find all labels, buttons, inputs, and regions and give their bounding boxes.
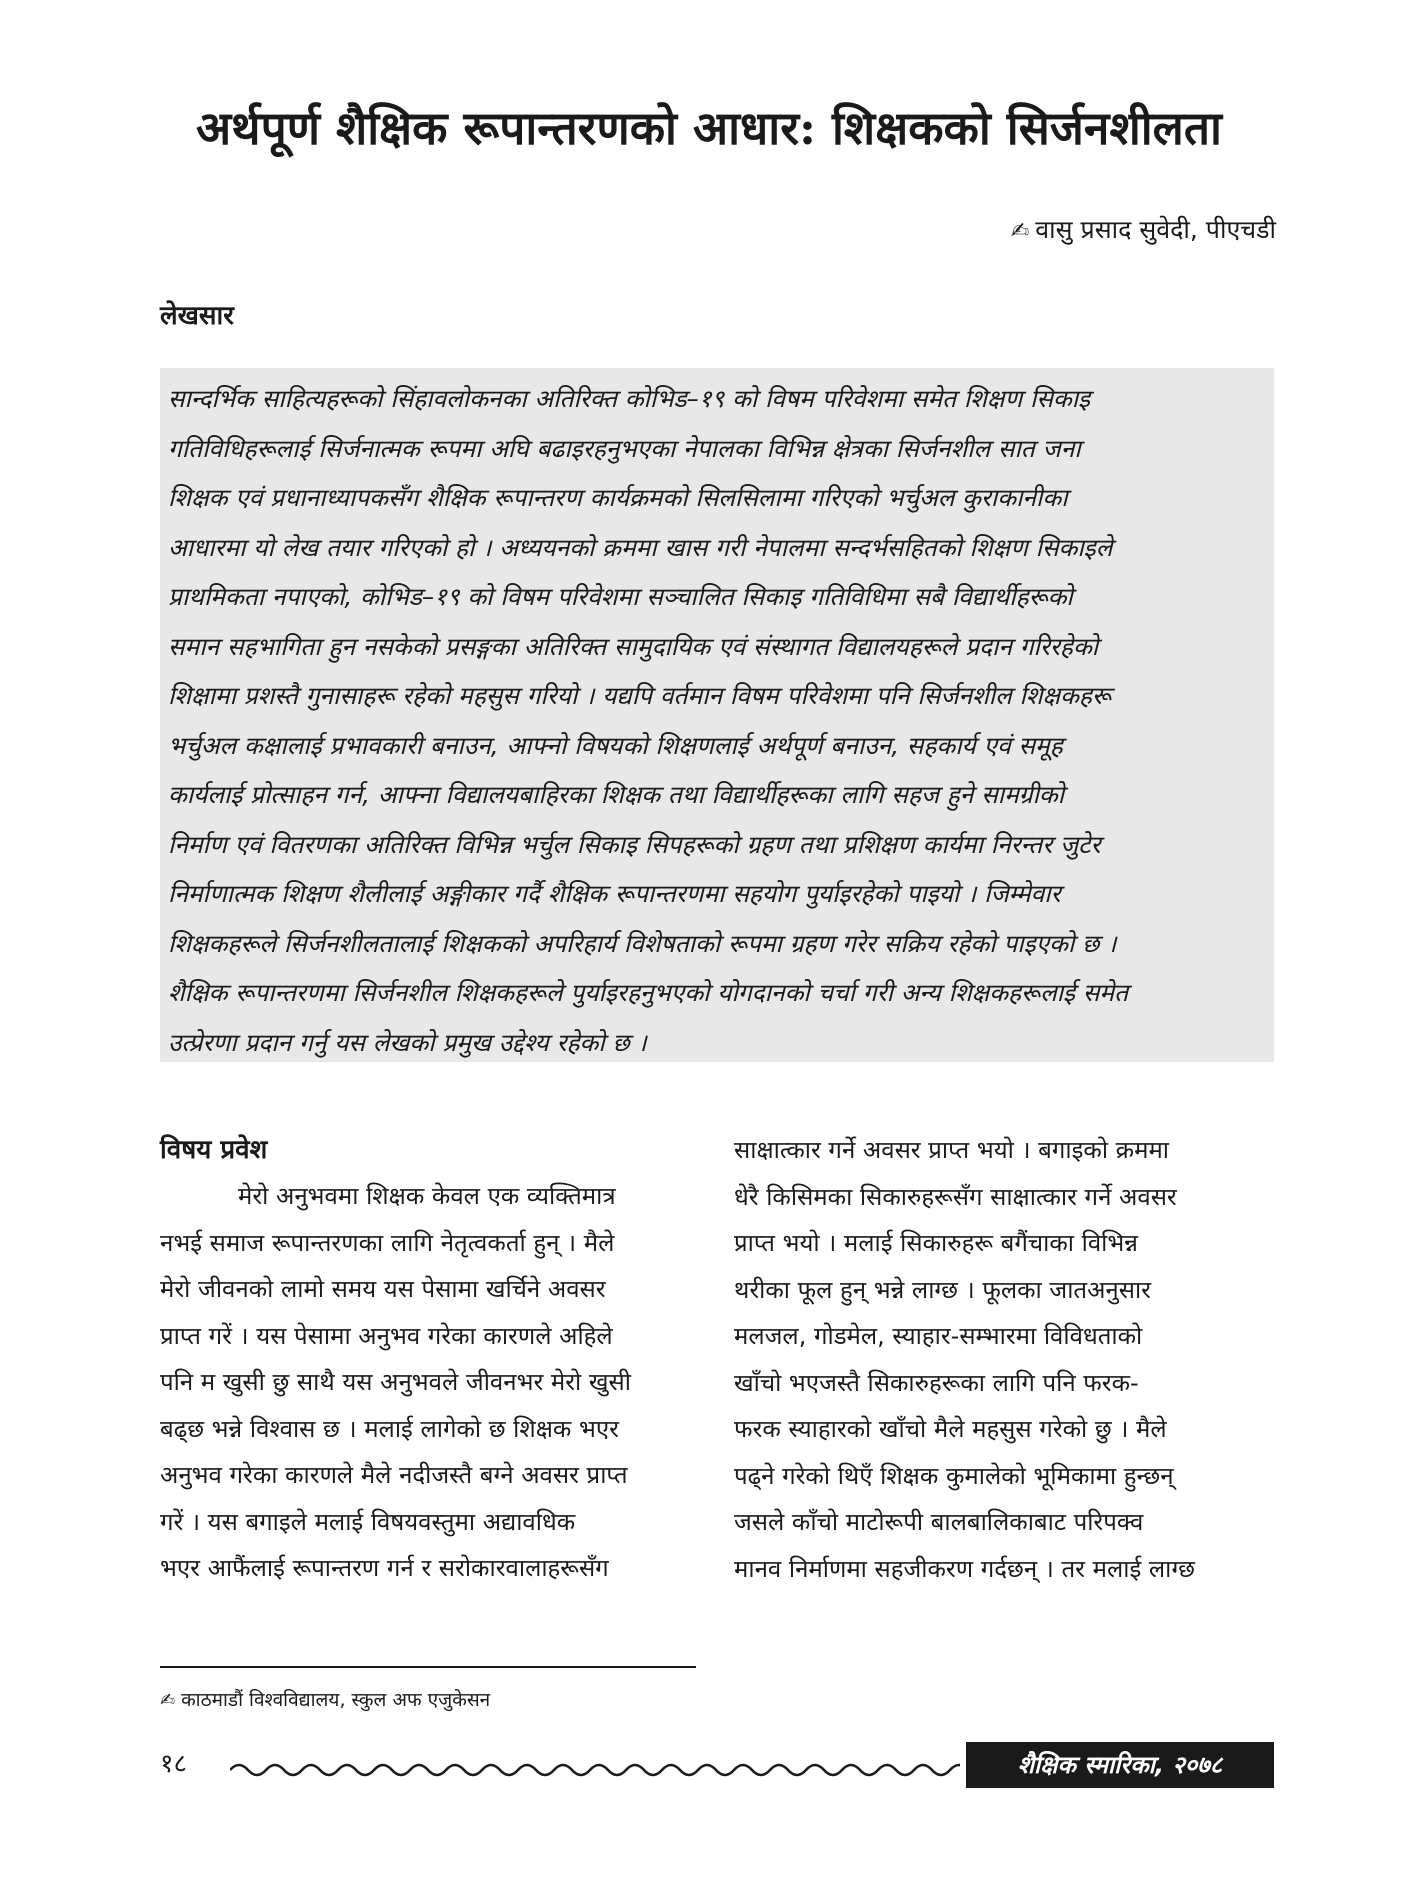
page-number: १८ (160, 1749, 188, 1779)
abstract-heading: लेखसार (160, 301, 234, 331)
body-line: बढ्छ भन्ने विश्वास छ । मलाई लागेको छ शिक्षक भएर (160, 1414, 619, 1443)
body-line: फरक स्याहारको खाँचो मैले महसुस गरेको छु । मैले (734, 1415, 1167, 1443)
abstract-line: शिक्षकहरूले सिर्जनशीलतालाई शिक्षकको अपरिहार्य विशेषताको रूपमा ग्रहण गरेर सक्रिय रहेको पाइएको छ । (168, 928, 1117, 958)
body-line: प्राप्त भयो । मलाई सिकारुहरू बगैंचाका विभिन्न (734, 1229, 1138, 1257)
body-line: खाँचो भएजस्तै सिकारुहरूका लागि पनि फरक- (734, 1368, 1139, 1397)
body-line: जसले काँचो माटोरूपी बालबालिकाबाट परिपक्व (734, 1508, 1144, 1536)
body-line: मेरो अनुभवमा शिक्षक केवल एक व्यक्तिमात्र (238, 1182, 616, 1210)
body-line: नभई समाज रूपान्तरणका लागि नेतृत्वकर्ता हुन् । मैले (160, 1228, 615, 1257)
body-line: पढ्ने गरेको थिएँ शिक्षक कुमालेको भूमिकामा हुन्छन् (734, 1461, 1174, 1490)
body-line: मेरो जीवनको लामो समय यस पेसामा खर्चिने अवसर (160, 1275, 606, 1303)
journal-name-badge: शैक्षिक स्मारिका, २०७८ (966, 1742, 1274, 1788)
pen-nib-icon: ✍ (160, 1690, 176, 1711)
body-line: मलजल, गोडमेल, स्याहार-सम्भारमा विविधताको (734, 1322, 1143, 1350)
abstract-line: आधारमा यो लेख तयार गरिएको हो । अध्ययनको क्रममा खास गरी नेपालमा सन्दर्भसहितको शिक्षण सिकाइले (168, 532, 1113, 562)
body-line: धेरै किसिमका सिकारुहरूसँग साक्षात्कार गर्ने अवसर (734, 1182, 1177, 1211)
article-title: अर्थपूर्ण शैक्षिक रूपान्तरणको आधार: शिक्षकको सिर्जनशीलता (196, 101, 1222, 155)
body-line: मानव निर्माणमा सहजीकरण गर्दछन् । तर मलाई लाग्छ (734, 1554, 1195, 1583)
footnote (160, 1686, 490, 1712)
abstract-line: कार्यलाई प्रोत्साहन गर्न, आफ्ना विद्यालयबाहिरका शिक्षक तथा विद्यार्थीहरूका लागि सहज हुने सामग्रीको (168, 780, 1065, 809)
abstract-line: गतिविधिहरूलाई सिर्जनात्मक रूपमा अघि बढाइरहनुभएका नेपालका विभिन्न क्षेत्रका सिर्जनशील सात जना (168, 433, 1081, 463)
abstract-line: शिक्षामा प्रशस्तै गुनासाहरू रहेको महसुस गरियो । यद्यपि वर्तमान विषम परिवेशमा पनि सिर्जनशील शिक्षकहरू (168, 681, 1111, 710)
abstract-line: निर्माणात्मक शिक्षण शैलीलाई अङ्गीकार गर्दै शैक्षिक रूपान्तरणमा सहयोग पुर्याइरहेको पाइयो । जिम्मेवार (168, 879, 1061, 908)
pen-nib-icon: ✍ (1010, 219, 1030, 244)
footnote-text: काठमाडौं विश्वविद्यालय, स्कुल अफ एजुकेसन (181, 1689, 491, 1711)
body-column-left (160, 1127, 702, 1592)
wave-ornament (230, 1758, 960, 1782)
body-line: पनि म खुसी छु साथै यस अनुभवले जीवनभर मेरो खुसी (160, 1368, 631, 1396)
body-line: अनुभव गरेका कारणले मैले नदीजस्तै बग्ने अवसर प्राप्त (160, 1461, 628, 1489)
abstract-line: सान्दर्भिक साहित्यहरूको सिंहावलोकनका अतिरिक्त कोभिड–१९ को विषम परिवेशमा समेत शिक्षण सिकाइ (168, 384, 1091, 413)
footnote-divider (160, 1666, 696, 1668)
abstract-line: भर्चुअल कक्षालाई प्रभावकारी बनाउन, आफ्नो विषयको शिक्षणलाई अर्थपूर्ण बनाउन, सहकार्य एवं समूह (168, 730, 1063, 760)
abstract-line: शैक्षिक रूपान्तरणमा सिर्जनशील शिक्षकहरूले पुर्याइरहनुभएको योगदानको चर्चा गरी अन्य शिक्षकहरूलाई समेत (168, 978, 1129, 1007)
author-line (1011, 212, 1276, 246)
abstract-line: निर्माण एवं वितरणका अतिरिक्त विभिन्न भर्चुल सिकाइ सिपहरूको ग्रहण तथा प्रशिक्षण कार्यमा निरन्तर जुटेर (168, 829, 1101, 859)
body-line: थरीका फूल हुन् भन्ने लाग्छ । फूलका जातअनुसार (734, 1275, 1152, 1304)
section-heading: विषय प्रवेश (160, 1135, 268, 1165)
author-name: वासु प्रसाद सुवेदी, पीएचडी (1035, 215, 1276, 244)
body-line: प्राप्त गरें । यस पेसामा अनुभव गरेका कारणले अहिले (160, 1321, 613, 1350)
abstract-line: समान सहभागिता हुन नसकेको प्रसङ्गका अतिरिक्त सामुदायिक एवं संस्थागत विद्यालयहरूले प्रदान गरिरहेको (168, 631, 1099, 661)
abstract-line: शिक्षक एवं प्रधानाध्यापकसँग शैक्षिक रूपान्तरण कार्यक्रमको सिलसिलामा गरिएको भर्चुअल कुराकानीका (168, 483, 1068, 512)
abstract-line: प्राथमिकता नपाएको, कोभिड–१९ को विषम परिवेशमा सञ्चालित सिकाइ गतिविधिमा सबै विद्यार्थीहरूको (168, 582, 1073, 611)
body-column-right (734, 1127, 1276, 1592)
abstract-line: उत्प्रेरणा प्रदान गर्नु यस लेखको प्रमुख उद्देश्य रहेको छ । (168, 1027, 647, 1057)
body-line: भएर आफैंलाई रूपान्तरण गर्न र सरोकारवालाहरूसँग (160, 1554, 609, 1582)
abstract-box (160, 368, 1274, 1062)
body-line: साक्षात्कार गर्ने अवसर प्राप्त भयो । बगाइको क्रममा (734, 1136, 1170, 1164)
body-line: गरें । यस बगाइले मलाई विषयवस्तुमा अद्यावधिक (160, 1507, 576, 1536)
